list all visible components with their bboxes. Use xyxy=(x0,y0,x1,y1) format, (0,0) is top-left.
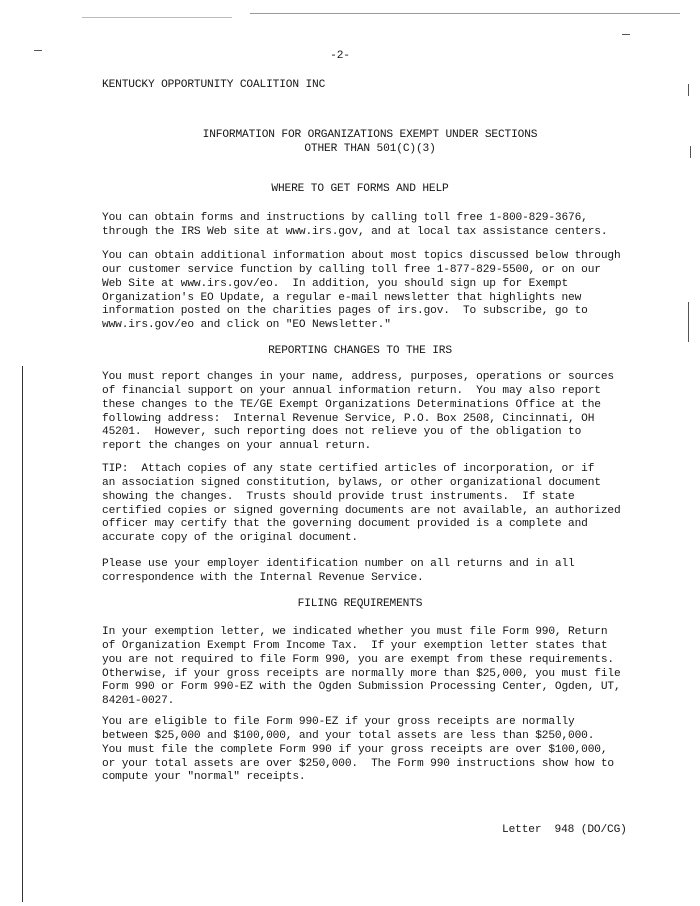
text-line: accurate copy of the original document. xyxy=(102,532,358,545)
paragraph-exemption-letter xyxy=(102,626,642,709)
text-line: following address: Internal Revenue Service, P.O. Box 2508, Cincinnati, OH xyxy=(102,412,595,425)
text-line: TIP: Attach copies of any state certified articles of incorporation, or if xyxy=(102,463,595,475)
text-line: You can obtain additional information about most topics discussed below through xyxy=(102,250,621,262)
scan-right-mark-3 xyxy=(688,302,689,342)
scan-top-rule xyxy=(250,13,680,14)
text-line: showing the changes. Trusts should provide trust instruments. If state xyxy=(102,490,575,503)
text-line: an association signed constitution, bylaws, or other organizational document xyxy=(102,476,601,489)
paragraph-990ez xyxy=(102,716,642,785)
scan-right-mark-2 xyxy=(690,146,691,158)
text-line: Form 990 or Form 990-EZ with the Ogden Submission Processing Center, Ogden, UT, xyxy=(102,681,621,694)
text-line: Please use your employer identification number on all returns and in all xyxy=(102,558,575,570)
text-line: You must report changes in your name, address, purposes, operations or sources xyxy=(102,371,614,383)
text-line: these changes to the TE/GE Exempt Organizations Determinations Office at the xyxy=(102,398,601,411)
text-line: www.irs.gov/eo and click on "EO Newsletter." xyxy=(102,319,391,332)
text-line: our customer service function by calling toll free 1-877-829-5500, or on our xyxy=(102,263,601,276)
text-line: through the IRS Web site at www.irs.gov, and at local tax assistance centers. xyxy=(102,225,608,238)
section-heading-filing-requirements: FILING REQUIREMENTS xyxy=(297,598,423,610)
text-line: of Organization Exempt From Income Tax. If your exemption letter states that xyxy=(102,639,608,652)
text-line: Organization's EO Update, a regular e-mail newsletter that highlights new xyxy=(102,291,582,304)
text-line: officer may certify that the governing document provided is a complete and xyxy=(102,518,588,531)
text-line: between $25,000 and $100,000, and your total assets are less than $250,000. xyxy=(102,729,595,742)
text-line: You must file the complete Form 990 if your gross receipts are over $100,000, xyxy=(102,743,608,756)
text-line: information posted on the charities pages of irs.gov. To subscribe, go to xyxy=(102,305,588,318)
scan-left-margin-line xyxy=(22,366,23,902)
text-line: correspondence with the Internal Revenue Service. xyxy=(102,571,424,584)
section-heading-forms-help: WHERE TO GET FORMS AND HELP xyxy=(271,183,449,195)
text-line: Otherwise, if your gross receipts are normally more than $25,000, you must file xyxy=(102,667,621,680)
paragraph-additional-info xyxy=(102,250,642,333)
text-line: compute your "normal" receipts. xyxy=(102,771,306,784)
paragraph-report-changes xyxy=(102,371,642,454)
scan-right-mark-1 xyxy=(688,84,689,96)
text-line: of financial support on your annual information return. You may also report xyxy=(102,384,601,397)
paragraph-forms xyxy=(102,212,642,240)
letter-footer: Letter 948 (DO/CG) xyxy=(502,824,627,836)
organization-name: KENTUCKY OPPORTUNITY COALITION INC xyxy=(102,79,326,91)
text-line: In your exemption letter, we indicated whether you must file Form 990, Return xyxy=(102,626,608,638)
section-heading-reporting-changes: REPORTING CHANGES TO THE IRS xyxy=(268,345,452,357)
text-line: 84201-0027. xyxy=(102,695,175,708)
paragraph-ein xyxy=(102,558,642,586)
paragraph-tip xyxy=(102,463,642,546)
scan-right-dash xyxy=(622,34,630,35)
page-number: -2- xyxy=(330,50,350,62)
text-line: or your total assets are over $250,000. The Form 990 instructions show how to xyxy=(102,757,614,770)
title-line-2: OTHER THAN 501(C)(3) xyxy=(304,143,436,155)
scan-left-dash xyxy=(34,50,42,51)
text-line: Web Site at www.irs.gov/eo. In addition, you should sign up for Exempt xyxy=(102,277,569,290)
text-line: You are eligible to file Form 990-EZ if your gross receipts are normally xyxy=(102,716,575,728)
title-line-1: INFORMATION FOR ORGANIZATIONS EXEMPT UNDER SECTIONS xyxy=(202,129,538,141)
scan-top-dash xyxy=(82,17,232,18)
text-line: 45201. However, such reporting does not relieve you of the obligation to xyxy=(102,426,582,439)
text-line: you are not required to file Form 990, you are exempt from these requirements. xyxy=(102,653,614,666)
text-line: report the changes on your annual return. xyxy=(102,440,372,453)
text-line: You can obtain forms and instructions by calling toll free 1-800-829-3676, xyxy=(102,212,588,224)
text-line: certified copies or signed governing documents are not available, an authorized xyxy=(102,504,621,517)
